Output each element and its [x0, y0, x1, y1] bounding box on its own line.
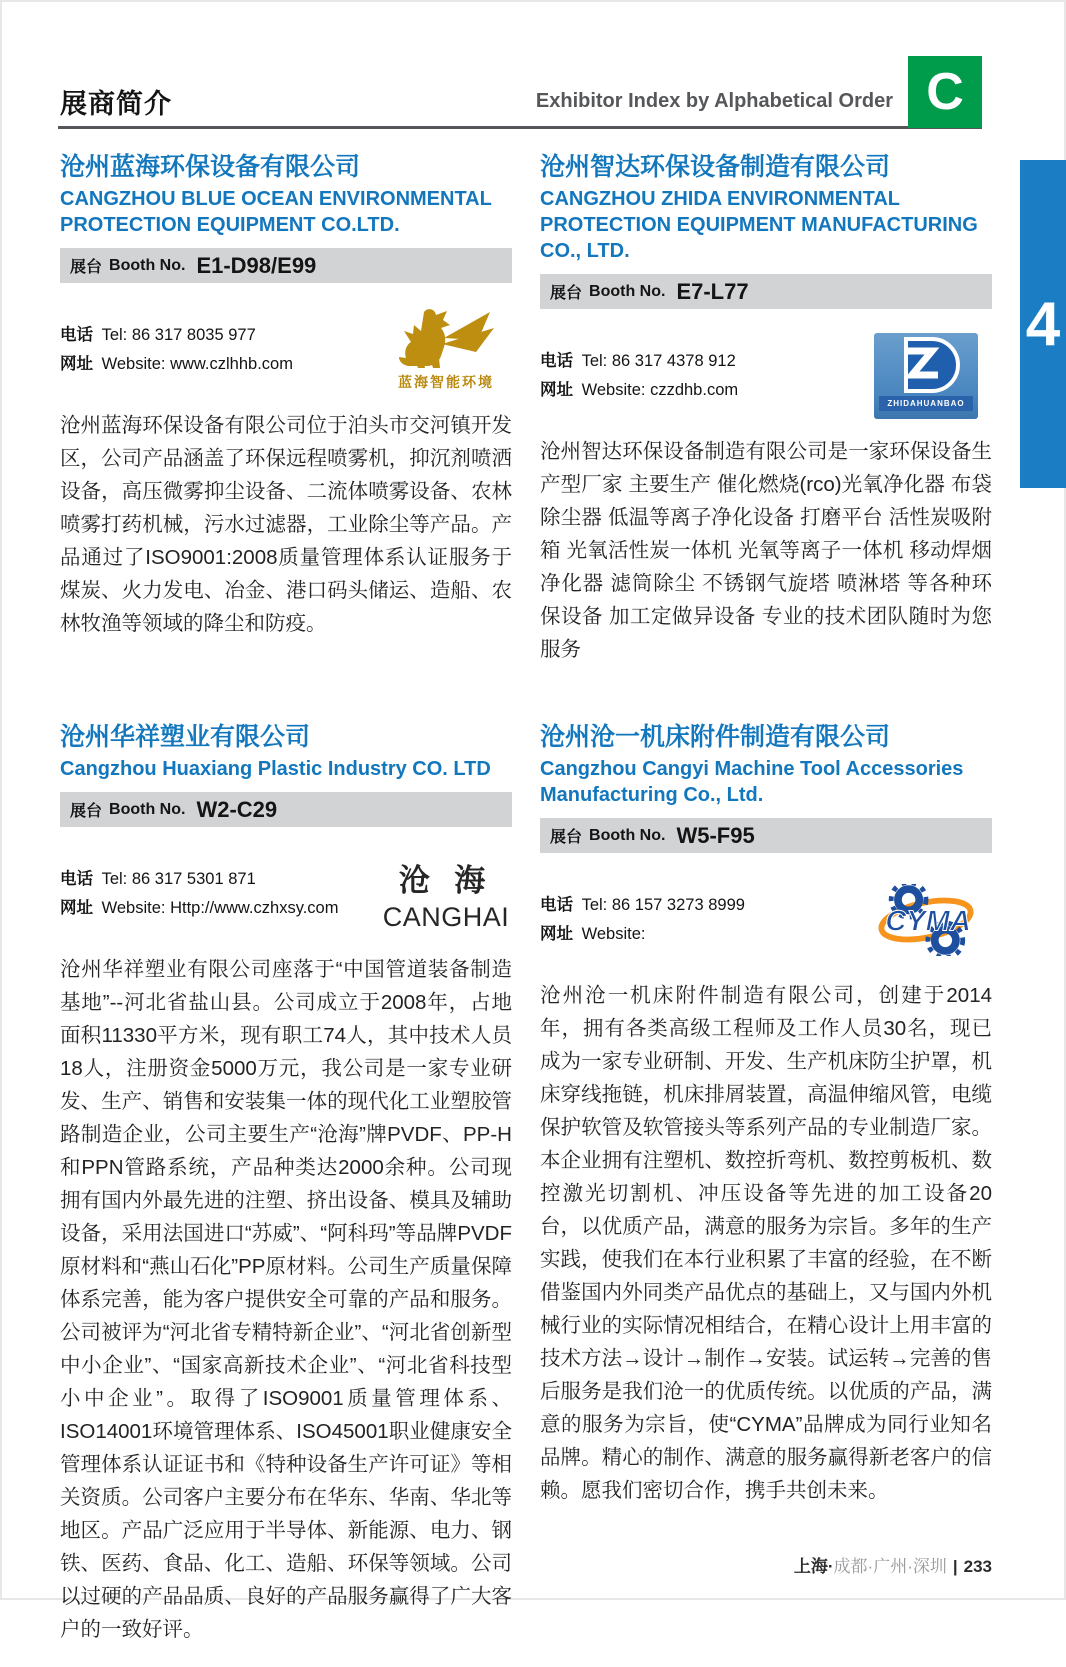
tel-label-en: Tel:	[101, 326, 128, 345]
booth-number: E1-D98/E99	[196, 252, 317, 278]
footer-separator: |	[952, 1557, 958, 1576]
logo-caption: ZHIDAHUANBAO	[879, 396, 973, 411]
booth-number: W5-F95	[676, 822, 755, 848]
tel-label-en: Tel:	[581, 896, 608, 915]
canghai-wordmark-zh: 沧 海	[398, 863, 494, 899]
exhibitor-card	[540, 152, 992, 687]
company-logo	[860, 884, 992, 956]
page-title-en: Exhibitor Index by Alphabetical Order	[535, 90, 893, 112]
tel-row	[540, 891, 745, 920]
booth-label-en: Booth No.	[109, 800, 186, 818]
website-label-zh: 网址	[540, 925, 573, 944]
booth-number: W2-C29	[196, 796, 278, 822]
page-title-zh: 展商简介	[60, 89, 172, 119]
website-label-zh: 网址	[540, 381, 573, 400]
exhibitor-card	[540, 722, 992, 1528]
website-row	[540, 376, 738, 405]
website-label-en: Website:	[101, 899, 166, 918]
company-name-en: Cangzhou Cangyi Machine Tool Accessories Manufacturing Co., Ltd.	[540, 758, 964, 807]
booth-label-zh: 展台	[550, 829, 583, 847]
alphabet-letter-badge: C	[908, 56, 982, 128]
exhibitor-card	[60, 722, 512, 1667]
company-name-en: CANGZHOU ZHIDA ENVIRONMENTAL PROTECTION EQUIPMENT MANUFACTURING CO., LTD.	[540, 188, 978, 263]
contact-block	[540, 331, 992, 421]
page-footer	[794, 1552, 992, 1577]
tel-value: 86 157 3273 8999	[611, 896, 745, 915]
company-name-en: Cangzhou Huaxiang Plastic Industry CO. LTD	[60, 758, 491, 781]
tel-label-en: Tel:	[101, 870, 128, 889]
company-name-zh: 沧州沧一机床附件制造有限公司	[540, 723, 891, 751]
tel-value: 86 317 8035 977	[131, 326, 256, 345]
website-value: Http://www.czhxsy.com	[170, 899, 339, 918]
company-name-zh: 沧州智达环保设备制造有限公司	[540, 153, 891, 181]
tel-label-zh: 电话	[540, 896, 573, 915]
cyma-wordmark: CYMA	[885, 905, 971, 938]
website-row	[540, 920, 745, 949]
company-name-zh: 沧州华祥塑业有限公司	[60, 723, 311, 751]
booth-bar	[540, 818, 992, 853]
website-label-en: Website:	[581, 925, 646, 944]
footer-city-primary: 上海	[793, 1557, 828, 1576]
tel-label-zh: 电话	[60, 870, 93, 889]
company-description: 沧州蓝海环保设备有限公司位于泊头市交河镇开发区，公司产品涵盖了环保远程喷雾机，抑沉剂喷洒设备，高压微雾抑尘设备、二流体喷雾设备、农林喷雾打药机械，污水过滤器，工业除尘等产品。产品通过了ISO9001:2008质量管理体系认证服务于煤炭、火力发电、冶金、港口码头储运、造船、农林牧渔等领域的降尘和防疫。	[60, 414, 512, 636]
section-side-tab: 4	[1020, 160, 1066, 488]
company-description: 沧州沧一机床附件制造有限公司，创建于2014年，拥有各类高级工程师及工作人员30名，现已成为一家专业研制、开发、生产机床防尘护罩，机床穿线拖链，机床排屑装置，高温伸缩风管，电缆保护软管及软管接头等系列产品的专业制造厂家。本企业拥有注塑机、数控折弯机、数控剪板机、数控激光切割机、冲压设备等先进的加工设备20台，以优质产品，满意的服务为宗旨。多年的生产实践，使我们在本行业积累了丰富的经验，在不断借鉴国内外同类产品优点的基础上，又与国内外机械行业的实际情况相结合，在精心设计上用丰富的技术方法→设计→制作→安装。试运转→完善的售后服务是我们沧一的优质传统。以优质的产品，满意的服务为宗旨，使“CYMA”品牌成为同行业知名品牌。精心的制作、满意的服务赢得新老客户的信赖。愿我们密切合作，携手共创未来。	[540, 984, 992, 1503]
booth-label-en: Booth No.	[589, 282, 666, 300]
logo-caption: 蓝海智能环境	[398, 374, 494, 391]
website-row	[60, 894, 338, 923]
company-logo	[860, 333, 992, 419]
website-value: www.czlhhb.com	[170, 355, 293, 374]
footer-page-number: 233	[963, 1557, 992, 1576]
tel-value: 86 317 5301 871	[131, 870, 256, 889]
zhida-sign-photo	[874, 333, 978, 419]
booth-bar	[60, 792, 512, 827]
website-label-en: Website:	[101, 355, 166, 374]
contact-block	[60, 849, 512, 939]
company-name-zh: 沧州蓝海环保设备有限公司	[60, 153, 361, 181]
tel-value: 86 317 4378 912	[611, 352, 736, 371]
booth-number: E7-L77	[676, 278, 749, 304]
website-label-zh: 网址	[60, 899, 93, 918]
website-row	[60, 350, 293, 379]
booth-label-en: Booth No.	[109, 256, 186, 274]
footer-cities-secondary: 成都·广州·深圳	[833, 1557, 947, 1576]
exhibitor-card	[60, 152, 512, 661]
cyma-gear-icon	[868, 884, 984, 956]
website-value: czzdhb.com	[650, 381, 739, 400]
tel-label-zh: 电话	[60, 326, 93, 345]
tel-row	[60, 865, 338, 894]
contact-block	[60, 305, 512, 395]
contact-block	[540, 875, 992, 965]
booth-label-zh: 展台	[550, 285, 583, 303]
canghai-wordmark-en: CANGHAI	[382, 902, 510, 933]
company-logo	[380, 855, 512, 933]
tel-row	[60, 321, 293, 350]
tel-label-en: Tel:	[581, 352, 608, 371]
booth-label-en: Booth No.	[589, 826, 666, 844]
website-label-en: Website:	[581, 381, 646, 400]
booth-label-zh: 展台	[70, 803, 103, 821]
tel-label-zh: 电话	[540, 352, 573, 371]
company-name-en: CANGZHOU BLUE OCEAN ENVIRONMENTAL PROTECTION EQUIPMENT CO.LTD.	[60, 188, 492, 237]
booth-label-zh: 展台	[70, 259, 103, 277]
zd-monogram-icon	[874, 333, 978, 397]
header-divider	[58, 126, 982, 129]
booth-bar	[540, 274, 992, 309]
company-description: 沧州智达环保设备制造有限公司是一家环保设备生产型厂家 主要生产 催化燃烧(rco)光氧净化器 布袋除尘器 低温等离子净化设备 打磨平台 活性炭吸附箱 光氧活性炭一体机 光氧等离子一体机 移动焊烟净化器 滤筒除尘 不锈钢气旋塔 喷淋塔 等各种环保设备 加工定做异设备 专业的技术团队随时为您服务	[540, 440, 992, 662]
footer-dot: ·	[827, 1557, 834, 1576]
website-label-zh: 网址	[60, 355, 93, 374]
company-description: 沧州华祥塑业有限公司座落于“中国管道装备制造基地”--河北省盐山县。公司成立于2008年，占地面积11330平方米，现有职工74人，其中技术人员18人，注册资金5000万元，我公司是一家专业研发、生产、销售和安装集一体的现代化工业塑胶管路制造企业，公司主要生产“沧海”牌PVDF、PP-H和PPN管路系统，产品种类达2000余种。公司现拥有国内外最先进的注塑、挤出设备、模具及辅助设备，采用法国进口“苏威”、“阿科玛”等品牌PVDF原材料和“燕山石化”PP原材料。公司生产质量保障体系完善，能为客户提供安全可靠的产品和服务。公司被评为“河北省专精特新企业”、“河北省创新型中小企业”、“国家高新技术企业”、“河北省科技型小中企业”。取得了ISO9001质量管理体系、ISO14001环境管理体系、ISO45001职业健康安全管理体系认证证书和《特种设备生产许可证》等相关资质。公司客户主要分布在华东、华南、华北等地区。产品广泛应用于半导体、新能源、电力、钢铁、医药、食品、化工、造船、环保等领域。公司以过硬的产品品质、良好的产品服务赢得了广大客户的一致好评。	[60, 958, 512, 1642]
tel-row	[540, 347, 738, 376]
winged-lion-icon	[394, 308, 498, 370]
booth-bar	[60, 248, 512, 283]
company-logo	[380, 308, 512, 392]
